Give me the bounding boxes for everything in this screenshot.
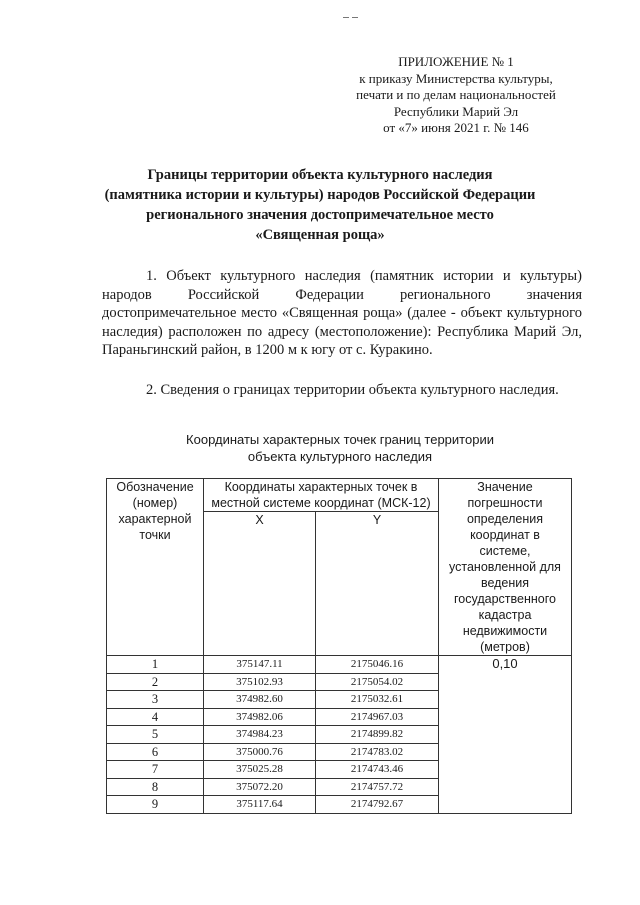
annex-line: печати и по делам национальностей: [356, 87, 556, 102]
point-number: 6: [107, 743, 204, 761]
coord-x: 375147.11: [204, 656, 316, 674]
coord-y: 2174967.03: [315, 708, 438, 726]
table-title: [130, 431, 550, 465]
annex-line: к приказу Министерства культуры,: [359, 70, 553, 86]
point-number: 3: [107, 691, 204, 709]
paragraph-boundaries: 2. Сведения о границах территории объекта культурного наследия.: [146, 382, 559, 398]
coord-x: 375025.28: [204, 761, 316, 779]
title-line: регионального значения достопримечательное место: [146, 207, 494, 223]
coord-y: 2174899.82: [315, 726, 438, 744]
annex-line: Республики Марий Эл: [393, 103, 519, 119]
header-y: Y: [315, 512, 438, 656]
coordinates-table: [106, 478, 572, 814]
coord-y: 2175046.16: [315, 656, 438, 674]
coord-x: 375000.76: [204, 743, 316, 761]
title-line: (памятника истории и культуры) народов Российской Федерации: [104, 187, 536, 203]
point-number: 8: [107, 778, 204, 796]
coord-y: 2174792.67: [315, 796, 438, 814]
annex-line: ПРИЛОЖЕНИЕ № 1: [398, 54, 514, 69]
coord-y: 2175032.61: [315, 691, 438, 709]
coord-y: 2174757.72: [315, 778, 438, 796]
document-title: [90, 165, 550, 245]
point-number: 1: [107, 656, 204, 674]
table-title-line: объекта культурного наследия: [247, 449, 433, 464]
title-line: Границы территории объекта культурного наследия: [147, 167, 493, 183]
coord-x: 374982.06: [204, 708, 316, 726]
coord-x: 375102.93: [204, 673, 316, 691]
header-coordinates: Координаты характерных точек в местной системе координат (МСК-12): [204, 479, 439, 512]
coord-y: 2174743.46: [315, 761, 438, 779]
scan-artifact: [343, 5, 365, 7]
point-number: 9: [107, 796, 204, 814]
error-value: 0,10: [439, 656, 572, 814]
table-title-line: Координаты характерных точек границ территории: [186, 432, 494, 447]
coord-y: 2175054.02: [315, 673, 438, 691]
point-number: 5: [107, 726, 204, 744]
point-number: 2: [107, 673, 204, 691]
header-error: Значение погрешности определения координат в системе, установленной для ведения государственного кадастра недвижимости (метров): [439, 479, 572, 656]
point-number: 4: [107, 708, 204, 726]
coord-x: 374982.60: [204, 691, 316, 709]
table-row: [107, 656, 572, 674]
annex-header: [336, 54, 576, 137]
header-x: X: [204, 512, 316, 656]
point-number: 7: [107, 761, 204, 779]
annex-line: от «7» июня 2021 г. № 146: [383, 120, 529, 135]
coord-x: 375117.64: [204, 796, 316, 814]
coord-y: 2174783.02: [315, 743, 438, 761]
title-line: «Священная роща»: [255, 227, 385, 243]
header-point-number: Обозначение (номер) характерной точки: [107, 479, 204, 656]
paragraph-object-location: 1. Объект культурного наследия (памятник истории и культуры) народов Российской Федерации регионального значения достопримечательное место «Священная роща» (далее - объект культурного наследия) расположен по адресу (местоположение): Республика Марий Эл, Параньгинский район, в 1200 м к югу от с. Куракино.: [102, 268, 582, 358]
coord-x: 375072.20: [204, 778, 316, 796]
coord-x: 374984.23: [204, 726, 316, 744]
